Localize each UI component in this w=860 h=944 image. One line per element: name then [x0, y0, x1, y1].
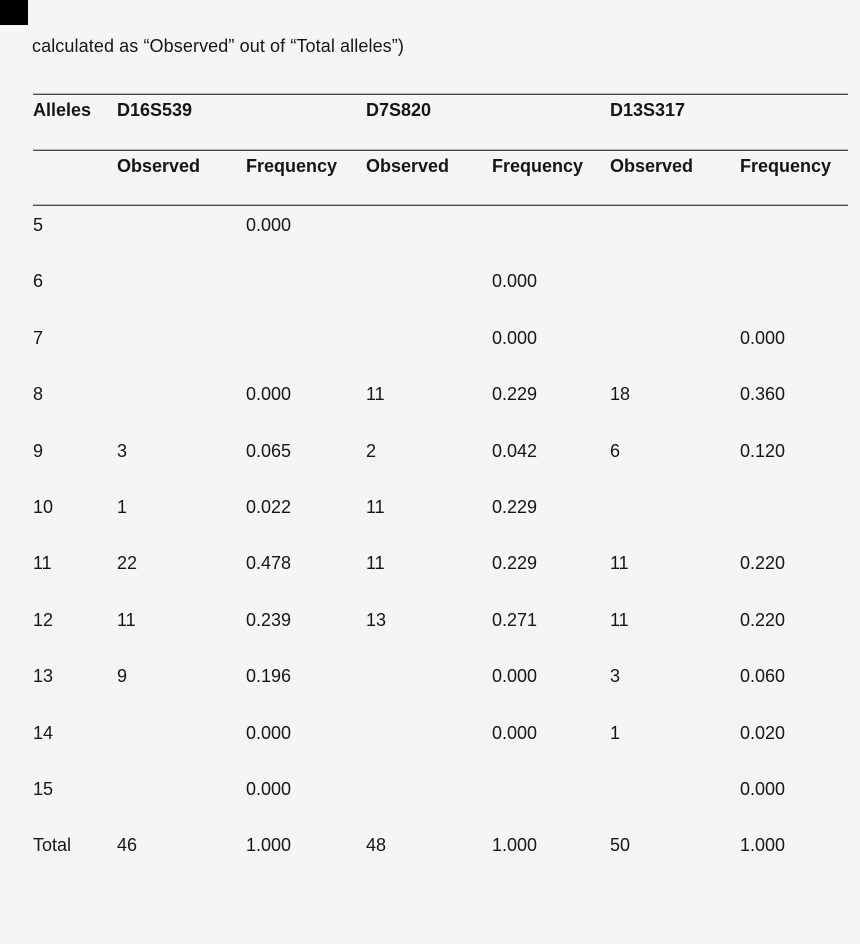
allele-cell: Total	[33, 835, 72, 856]
value-cell: 18	[610, 384, 631, 405]
value-cell: 0.229	[492, 553, 538, 574]
value-cell: 0.000	[492, 722, 538, 743]
observed-header-d13s317: Observed	[610, 156, 694, 176]
value-cell: 11	[117, 609, 136, 630]
value-cell: 0.360	[740, 384, 786, 405]
allele-cell: 11	[33, 553, 52, 574]
value-cell: 0.000	[492, 666, 538, 687]
table-row	[33, 432, 848, 488]
value-cell: 0.220	[740, 609, 786, 630]
value-cell: 0.065	[246, 440, 292, 461]
table-row	[33, 206, 848, 262]
value-cell: 0.060	[740, 666, 786, 687]
value-cell: 0.020	[740, 722, 786, 743]
value-cell: 46	[117, 835, 138, 856]
table-row	[33, 770, 848, 826]
locus-header-d7s820: D7S820	[366, 100, 432, 120]
value-cell: 0.220	[740, 553, 786, 574]
table-row	[33, 657, 848, 713]
value-cell: 13	[366, 609, 387, 630]
table-row	[33, 826, 848, 882]
table-row	[33, 488, 848, 544]
table-row	[33, 544, 848, 600]
allele-cell: 5	[33, 215, 44, 235]
value-cell: 0.120	[740, 440, 786, 461]
observed-header-d16s539: Observed	[117, 156, 201, 176]
value-cell: 22	[117, 553, 138, 574]
allele-cell: 15	[33, 778, 54, 799]
value-cell: 0.196	[246, 666, 292, 687]
value-cell: 1	[610, 722, 621, 743]
value-cell: 1.000	[740, 835, 786, 856]
table-row	[33, 375, 848, 431]
observed-header-d7s820: Observed	[366, 156, 450, 176]
allele-cell: 12	[33, 609, 54, 630]
value-cell: 0.271	[492, 609, 538, 630]
table-rule-middle	[33, 149, 848, 151]
value-cell: 0.000	[246, 778, 292, 799]
table-caption: calculated as “Observed” out of “Total alleles”)	[32, 36, 404, 56]
table-row	[33, 262, 848, 318]
value-cell: 2	[366, 440, 377, 461]
value-cell: 0.000	[492, 271, 538, 292]
locus-header-d16s539: D16S539	[117, 100, 193, 120]
value-cell: 0.478	[246, 553, 292, 574]
value-cell: 0.000	[740, 327, 786, 348]
value-cell: 0.042	[492, 440, 538, 461]
corner-artifact	[0, 0, 28, 25]
value-cell: 0.022	[246, 496, 292, 517]
value-cell: 3	[610, 666, 621, 687]
value-cell: 1.000	[246, 835, 292, 856]
alleles-column-header: Alleles	[33, 100, 92, 120]
value-cell: 6	[610, 440, 621, 461]
value-cell: 0.000	[740, 778, 786, 799]
value-cell: 11	[610, 553, 629, 574]
value-cell: 0.229	[492, 496, 538, 517]
value-cell: 0.000	[246, 384, 292, 405]
allele-cell: 9	[33, 440, 44, 461]
value-cell: 3	[117, 440, 128, 461]
table-rows	[33, 206, 848, 883]
value-cell: 11	[366, 384, 385, 405]
value-cell: 50	[610, 835, 631, 856]
value-cell: 9	[117, 666, 128, 687]
value-cell: 11	[610, 609, 629, 630]
locus-header-d13s317: D13S317	[610, 100, 686, 120]
allele-cell: 7	[33, 327, 44, 348]
table-row	[33, 601, 848, 657]
table-row	[33, 319, 848, 375]
frequency-header-d7s820: Frequency	[492, 156, 584, 176]
value-cell: 1.000	[492, 835, 538, 856]
value-cell: 11	[366, 553, 385, 574]
value-cell: 0.229	[492, 384, 538, 405]
allele-cell: 8	[33, 384, 44, 405]
value-cell: 11	[366, 496, 385, 517]
allele-frequency-table	[33, 93, 848, 883]
value-cell: 0.000	[246, 722, 292, 743]
frequency-header-d13s317: Frequency	[740, 156, 832, 176]
allele-cell: 10	[33, 496, 54, 517]
value-cell: 0.239	[246, 609, 292, 630]
value-cell: 1	[117, 496, 128, 517]
allele-cell: 6	[33, 271, 44, 292]
allele-cell: 13	[33, 666, 54, 687]
frequency-header-d16s539: Frequency	[246, 156, 338, 176]
value-cell: 48	[366, 835, 387, 856]
table-row	[33, 714, 848, 770]
table-rule-top	[33, 93, 848, 95]
allele-cell: 14	[33, 722, 54, 743]
value-cell: 0.000	[492, 327, 538, 348]
value-cell: 0.000	[246, 215, 292, 235]
